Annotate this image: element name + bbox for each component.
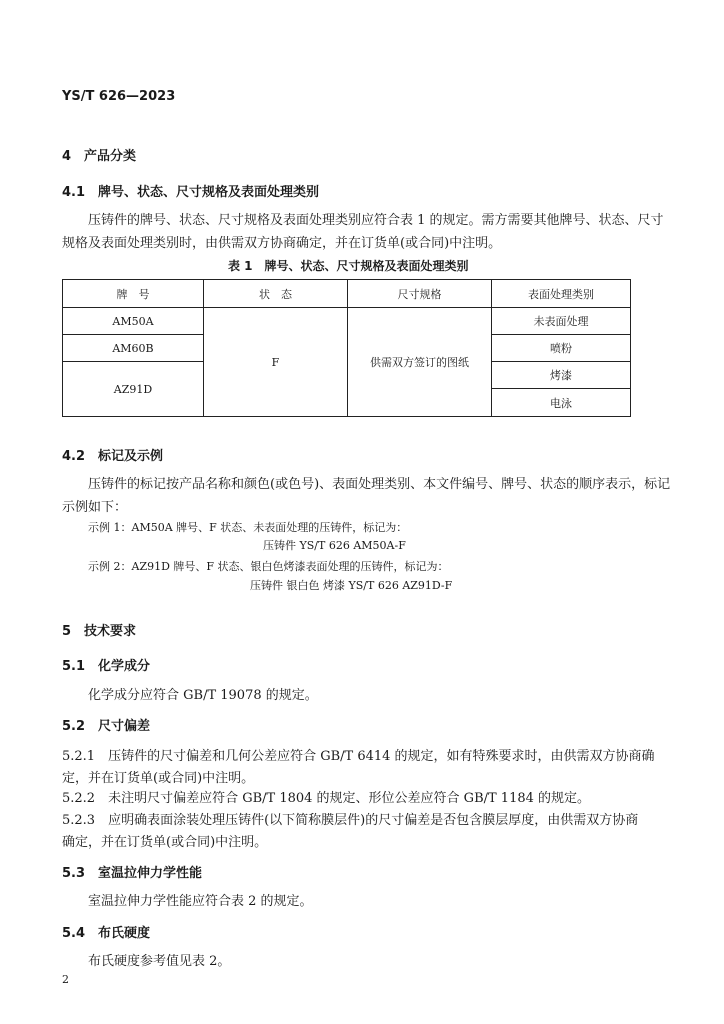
- table-cell-surface: 烤漆: [492, 362, 631, 389]
- table-cell-surface: 喷粉: [492, 335, 631, 362]
- table-header-surface: 表面处理类别: [492, 280, 631, 308]
- table-header-state: 状 态: [204, 280, 348, 308]
- section-4-1-para-line2: 规格及表面处理类别时，由供需双方协商确定，并在订货单(或合同)中注明。: [62, 236, 502, 251]
- clause-5-2-1-line2: 定，并在订货单(或合同)中注明。: [62, 771, 255, 786]
- clause-5-2-3-line1: 5.2.3 应明确表面涂装处理压铸件(以下简称膜层件)的尺寸偏差是否包含膜层厚度，由供需双方协商: [62, 813, 639, 828]
- section-5-4-title: 5.4 布氏硬度: [62, 926, 151, 941]
- section-5-1-para: 化学成分应符合 GB/T 19078 的规定。: [88, 688, 318, 703]
- section-4-title: 4 产品分类: [62, 149, 137, 164]
- clause-5-2-1-line1: 5.2.1 压铸件的尺寸偏差和几何公差应符合 GB/T 6414 的规定，如有特殊要求时，由供需双方协商确: [62, 749, 655, 764]
- section-5-3-title: 5.3 室温拉伸力学性能: [62, 866, 203, 881]
- page-number: 2: [62, 973, 69, 986]
- section-4-2-para-line1: 压铸件的标记按产品名称和颜色(或色号)、表面处理类别、本文件编号、牌号、状态的顺序表示，标记: [88, 477, 671, 492]
- section-5-2-title: 5.2 尺寸偏差: [62, 719, 151, 734]
- clause-5-2-3-line2: 确定，并在订货单(或合同)中注明。: [62, 835, 268, 850]
- example-1-mark: 压铸件 YS/T 626 AM50A-F: [263, 539, 406, 552]
- clause-5-2-2: 5.2.2 未注明尺寸偏差应符合 GB/T 1804 的规定、形位公差应符合 GB/T 1184 的规定。: [62, 791, 591, 806]
- table-cell-grade: AM60B: [63, 335, 204, 362]
- table-cell-surface: 未表面处理: [492, 308, 631, 335]
- table-header-grade: 牌 号: [63, 280, 204, 308]
- table-row: [63, 308, 631, 335]
- section-5-4-para: 布氏硬度参考值见表 2。: [88, 954, 231, 969]
- table-header-row: [63, 280, 631, 308]
- example-1-text: 示例 1：AM50A 牌号、F 状态、未表面处理的压铸件，标记为：: [88, 521, 408, 534]
- section-4-1-para-line1: 压铸件的牌号、状态、尺寸规格及表面处理类别应符合表 1 的规定。需方需要其他牌号、状态、尺寸: [88, 213, 664, 228]
- section-4-2-para-line2: 示例如下：: [62, 500, 128, 515]
- section-5-1-title: 5.1 化学成分: [62, 659, 151, 674]
- table-1-caption: 表 1 牌号、状态、尺寸规格及表面处理类别: [228, 259, 469, 273]
- standard-number: YS/T 626—2023: [62, 89, 176, 104]
- section-5-3-para: 室温拉伸力学性能应符合表 2 的规定。: [88, 894, 313, 909]
- section-4-1-title: 4.1 牌号、状态、尺寸规格及表面处理类别: [62, 185, 320, 200]
- table-header-size: 尺寸规格: [348, 280, 492, 308]
- example-2-mark: 压铸件 银白色 烤漆 YS/T 626 AZ91D-F: [250, 579, 453, 592]
- section-4-2-title: 4.2 标记及示例: [62, 449, 164, 464]
- table-cell-grade: AZ91D: [63, 362, 204, 417]
- table-1: [62, 279, 631, 417]
- table-cell-surface: 电泳: [492, 389, 631, 417]
- section-5-title: 5 技术要求: [62, 624, 137, 639]
- table-cell-size-spec: 供需双方签订的图纸: [348, 308, 492, 417]
- table-cell-grade: AM50A: [63, 308, 204, 335]
- table-cell-state: F: [204, 308, 348, 417]
- example-2-text: 示例 2：AZ91D 牌号、F 状态、银白色烤漆表面处理的压铸件，标记为：: [88, 560, 449, 573]
